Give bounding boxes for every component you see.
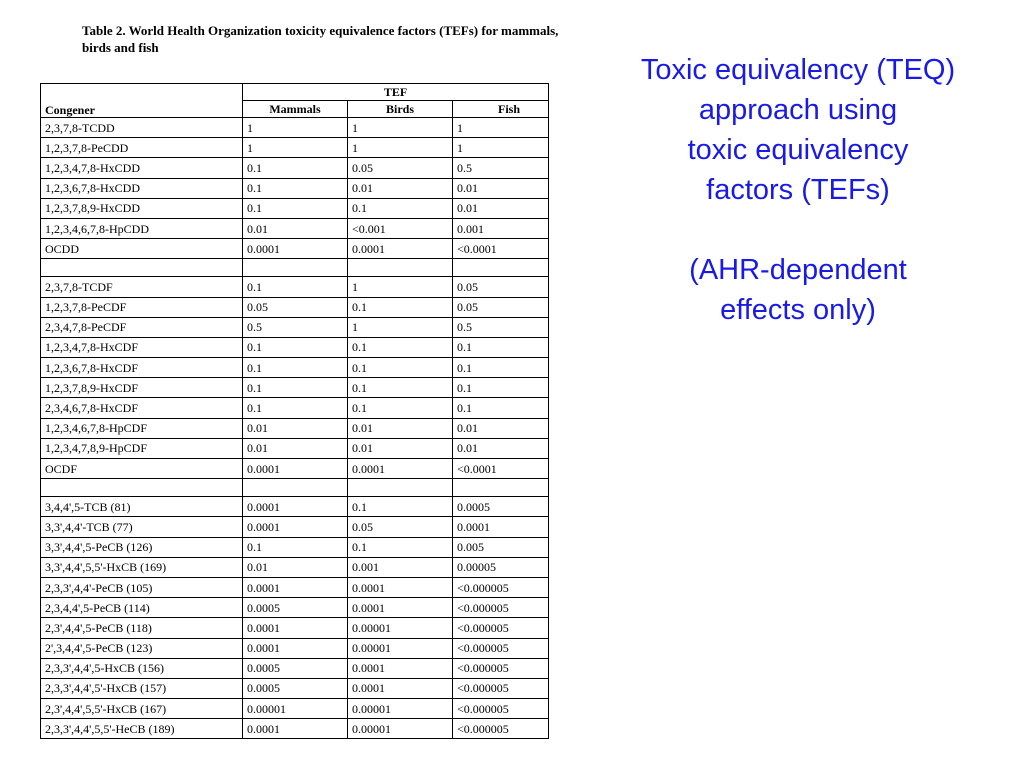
cell-birds: 0.0001 bbox=[348, 658, 453, 678]
cell-congener: 2,3,4,6,7,8-HxCDF bbox=[41, 398, 243, 418]
cell-fish: <0.000005 bbox=[453, 618, 549, 638]
cell-congener: 2,3,7,8-TCDD bbox=[41, 118, 243, 138]
cell-birds: 0.01 bbox=[348, 418, 453, 438]
cell-fish: <0.000005 bbox=[453, 658, 549, 678]
cell-mammals: 0.1 bbox=[243, 358, 348, 378]
cell-mammals: 0.0001 bbox=[243, 719, 348, 739]
cell-mammals: 0.1 bbox=[243, 158, 348, 178]
cell-mammals: 0.05 bbox=[243, 297, 348, 317]
cell-fish: <0.0001 bbox=[453, 239, 549, 259]
table-body bbox=[41, 118, 549, 739]
table-row bbox=[41, 398, 549, 418]
side-text-line: effects only) bbox=[720, 294, 876, 326]
side-annotation bbox=[588, 50, 1008, 330]
table-row bbox=[41, 479, 549, 497]
cell-birds: 0.1 bbox=[348, 378, 453, 398]
table-row bbox=[41, 699, 549, 719]
cell-fish: <0.000005 bbox=[453, 577, 549, 597]
table-row bbox=[41, 719, 549, 739]
table-row bbox=[41, 218, 549, 238]
cell-congener: 1,2,3,7,8-PeCDD bbox=[41, 138, 243, 158]
cell-birds: 1 bbox=[348, 277, 453, 297]
cell-fish: 0.1 bbox=[453, 337, 549, 357]
table-row bbox=[41, 158, 549, 178]
cell-congener: 1,2,3,4,6,7,8-HpCDD bbox=[41, 218, 243, 238]
cell-congener: 2,3,3',4,4',5-HxCB (156) bbox=[41, 658, 243, 678]
cell-mammals: 0.1 bbox=[243, 378, 348, 398]
cell-birds: 0.05 bbox=[348, 517, 453, 537]
cell-birds bbox=[348, 479, 453, 497]
cell-fish: 1 bbox=[453, 118, 549, 138]
cell-mammals: 0.1 bbox=[243, 277, 348, 297]
cell-birds: 0.001 bbox=[348, 557, 453, 577]
table-row bbox=[41, 557, 549, 577]
cell-mammals: 0.01 bbox=[243, 218, 348, 238]
cell-fish: 0.01 bbox=[453, 418, 549, 438]
cell-congener: 2,3',4,4',5-PeCB (118) bbox=[41, 618, 243, 638]
cell-birds: 0.00001 bbox=[348, 618, 453, 638]
cell-mammals: 0.01 bbox=[243, 557, 348, 577]
cell-fish: <0.000005 bbox=[453, 719, 549, 739]
cell-birds: 0.1 bbox=[348, 297, 453, 317]
cell-congener: 1,2,3,4,6,7,8-HpCDF bbox=[41, 418, 243, 438]
cell-fish: 0.005 bbox=[453, 537, 549, 557]
table-row bbox=[41, 418, 549, 438]
cell-fish: 0.01 bbox=[453, 178, 549, 198]
side-text-line: approach using bbox=[698, 94, 898, 126]
cell-congener: 3,3',4,4',5,5'-HxCB (169) bbox=[41, 557, 243, 577]
table-row bbox=[41, 317, 549, 337]
cell-birds: 0.1 bbox=[348, 398, 453, 418]
column-header-fish: Fish bbox=[453, 101, 549, 118]
cell-birds: 0.0001 bbox=[348, 598, 453, 618]
side-text-line: (AHR-dependent bbox=[689, 254, 907, 286]
cell-fish: 0.0005 bbox=[453, 497, 549, 517]
cell-mammals: 0.0005 bbox=[243, 678, 348, 698]
cell-birds: 1 bbox=[348, 138, 453, 158]
cell-fish: 0.01 bbox=[453, 198, 549, 218]
cell-fish: <0.000005 bbox=[453, 598, 549, 618]
table-row bbox=[41, 638, 549, 658]
cell-mammals: 0.0005 bbox=[243, 658, 348, 678]
cell-birds: 1 bbox=[348, 118, 453, 138]
cell-birds bbox=[348, 259, 453, 277]
cell-birds: 0.00001 bbox=[348, 638, 453, 658]
cell-fish: 0.05 bbox=[453, 297, 549, 317]
column-header-congener: Congener bbox=[41, 84, 243, 118]
cell-birds: 0.1 bbox=[348, 537, 453, 557]
cell-congener: 2,3,7,8-TCDF bbox=[41, 277, 243, 297]
table-row bbox=[41, 277, 549, 297]
cell-fish bbox=[453, 259, 549, 277]
table-row bbox=[41, 239, 549, 259]
cell-mammals: 0.5 bbox=[243, 317, 348, 337]
cell-fish: <0.000005 bbox=[453, 699, 549, 719]
cell-fish: <0.000005 bbox=[453, 678, 549, 698]
cell-congener: 3,3',4,4',5-PeCB (126) bbox=[41, 537, 243, 557]
cell-mammals: 0.01 bbox=[243, 438, 348, 458]
cell-mammals: 0.0001 bbox=[243, 577, 348, 597]
cell-birds: 1 bbox=[348, 317, 453, 337]
table-row bbox=[41, 497, 549, 517]
table-group-header-row bbox=[41, 84, 549, 101]
cell-mammals: 0.1 bbox=[243, 178, 348, 198]
table-row bbox=[41, 678, 549, 698]
cell-fish: 0.05 bbox=[453, 277, 549, 297]
cell-congener: 2,3,3',4,4',5,5'-HeCB (189) bbox=[41, 719, 243, 739]
cell-mammals: 0.1 bbox=[243, 337, 348, 357]
column-header-birds: Birds bbox=[348, 101, 453, 118]
cell-fish: <0.000005 bbox=[453, 638, 549, 658]
cell-mammals: 0.1 bbox=[243, 537, 348, 557]
cell-congener: 2,3,3',4,4',5'-HxCB (157) bbox=[41, 678, 243, 698]
side-text-spacer bbox=[588, 210, 1008, 250]
cell-mammals: 0.0001 bbox=[243, 517, 348, 537]
table-row bbox=[41, 438, 549, 458]
table-row bbox=[41, 358, 549, 378]
cell-birds: 0.01 bbox=[348, 178, 453, 198]
table-row bbox=[41, 138, 549, 158]
table-row bbox=[41, 618, 549, 638]
cell-mammals bbox=[243, 479, 348, 497]
table-row bbox=[41, 459, 549, 479]
cell-mammals: 0.0005 bbox=[243, 598, 348, 618]
cell-mammals: 0.01 bbox=[243, 418, 348, 438]
cell-birds: 0.01 bbox=[348, 438, 453, 458]
cell-fish: 0.5 bbox=[453, 317, 549, 337]
table-row bbox=[41, 537, 549, 557]
side-text-line: Toxic equivalency (TEQ) bbox=[640, 54, 956, 86]
cell-congener: 1,2,3,6,7,8-HxCDF bbox=[41, 358, 243, 378]
cell-congener: 3,4,4',5-TCB (81) bbox=[41, 497, 243, 517]
cell-congener: 1,2,3,7,8,9-HxCDF bbox=[41, 378, 243, 398]
cell-fish bbox=[453, 479, 549, 497]
cell-congener: 1,2,3,4,7,8-HxCDF bbox=[41, 337, 243, 357]
cell-birds: 0.0001 bbox=[348, 459, 453, 479]
cell-mammals: 0.0001 bbox=[243, 618, 348, 638]
cell-congener: 1,2,3,6,7,8-HxCDD bbox=[41, 178, 243, 198]
cell-mammals: 1 bbox=[243, 118, 348, 138]
cell-birds: <0.001 bbox=[348, 218, 453, 238]
table-row bbox=[41, 198, 549, 218]
cell-fish: 0.0001 bbox=[453, 517, 549, 537]
cell-birds: 0.1 bbox=[348, 497, 453, 517]
cell-birds: 0.00001 bbox=[348, 699, 453, 719]
cell-mammals: 0.0001 bbox=[243, 239, 348, 259]
table-row bbox=[41, 658, 549, 678]
cell-congener: 2,3',4,4',5,5'-HxCB (167) bbox=[41, 699, 243, 719]
cell-congener: 2,3,4,4',5-PeCB (114) bbox=[41, 598, 243, 618]
column-header-mammals: Mammals bbox=[243, 101, 348, 118]
cell-congener: 3,3',4,4'-TCB (77) bbox=[41, 517, 243, 537]
cell-birds: 0.05 bbox=[348, 158, 453, 178]
cell-congener: 2,3,4,7,8-PeCDF bbox=[41, 317, 243, 337]
cell-congener: 1,2,3,4,7,8-HxCDD bbox=[41, 158, 243, 178]
cell-mammals: 0.0001 bbox=[243, 638, 348, 658]
cell-birds: 0.1 bbox=[348, 358, 453, 378]
table-row bbox=[41, 337, 549, 357]
table-row bbox=[41, 178, 549, 198]
tef-table bbox=[40, 83, 549, 739]
cell-congener: 1,2,3,7,8-PeCDF bbox=[41, 297, 243, 317]
cell-mammals: 0.0001 bbox=[243, 459, 348, 479]
cell-fish: 0.001 bbox=[453, 218, 549, 238]
cell-congener: 2',3,4,4',5-PeCB (123) bbox=[41, 638, 243, 658]
cell-fish: <0.0001 bbox=[453, 459, 549, 479]
cell-congener bbox=[41, 479, 243, 497]
cell-fish: 0.1 bbox=[453, 398, 549, 418]
cell-mammals: 1 bbox=[243, 138, 348, 158]
cell-mammals: 0.00001 bbox=[243, 699, 348, 719]
side-text-line: toxic equivalency bbox=[687, 134, 909, 166]
side-text-line: factors (TEFs) bbox=[706, 174, 890, 206]
table-caption: Table 2. World Health Organization toxicity equivalence factors (TEFs) for mammals, birds and fish bbox=[82, 23, 559, 55]
cell-congener: 1,2,3,4,7,8,9-HpCDF bbox=[41, 438, 243, 458]
cell-fish: 1 bbox=[453, 138, 549, 158]
table-row bbox=[41, 259, 549, 277]
cell-mammals: 0.1 bbox=[243, 198, 348, 218]
cell-birds: 0.0001 bbox=[348, 577, 453, 597]
cell-fish: 0.01 bbox=[453, 438, 549, 458]
table-row bbox=[41, 297, 549, 317]
cell-birds: 0.1 bbox=[348, 337, 453, 357]
cell-fish: 0.1 bbox=[453, 378, 549, 398]
cell-fish: 0.1 bbox=[453, 358, 549, 378]
tef-group-header: TEF bbox=[243, 84, 549, 101]
cell-congener: OCDD bbox=[41, 239, 243, 259]
cell-congener: 1,2,3,7,8,9-HxCDD bbox=[41, 198, 243, 218]
table-row bbox=[41, 598, 549, 618]
cell-birds: 0.0001 bbox=[348, 678, 453, 698]
cell-congener bbox=[41, 259, 243, 277]
table-row bbox=[41, 577, 549, 597]
cell-mammals bbox=[243, 259, 348, 277]
cell-birds: 0.0001 bbox=[348, 239, 453, 259]
cell-birds: 0.00001 bbox=[348, 719, 453, 739]
cell-mammals: 0.0001 bbox=[243, 497, 348, 517]
cell-birds: 0.1 bbox=[348, 198, 453, 218]
cell-fish: 0.00005 bbox=[453, 557, 549, 577]
cell-congener: 2,3,3',4,4'-PeCB (105) bbox=[41, 577, 243, 597]
cell-congener: OCDF bbox=[41, 459, 243, 479]
cell-mammals: 0.1 bbox=[243, 398, 348, 418]
cell-fish: 0.5 bbox=[453, 158, 549, 178]
table-row bbox=[41, 118, 549, 138]
table-row bbox=[41, 378, 549, 398]
table-row bbox=[41, 517, 549, 537]
